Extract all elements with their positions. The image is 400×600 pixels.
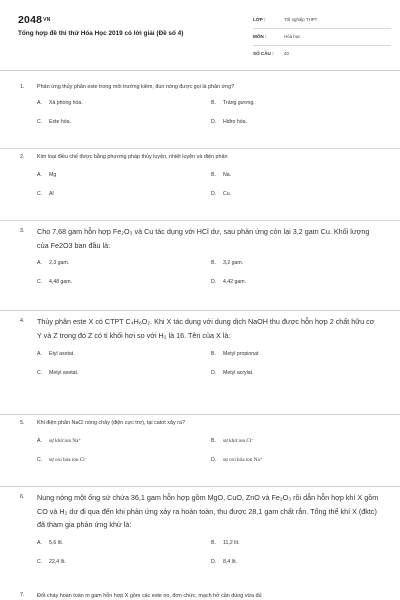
document-title: Tổng hợp đề thi thử Hóa Học 2019 có lời giải (Đề số 4) bbox=[18, 30, 184, 37]
option-text: Metyl axetat. bbox=[49, 370, 79, 376]
question-number: 2. bbox=[20, 154, 25, 160]
answer-option[interactable] bbox=[211, 540, 240, 546]
answer-options bbox=[0, 100, 400, 142]
answer-option[interactable] bbox=[37, 100, 83, 106]
question bbox=[0, 149, 400, 221]
meta-row-class bbox=[253, 14, 391, 29]
option-text: sự khử ion Cl⁻ bbox=[223, 438, 254, 444]
meta-row-subject bbox=[253, 31, 391, 46]
option-text: Etyl axetat. bbox=[49, 351, 75, 357]
question bbox=[0, 76, 400, 149]
answer-option[interactable] bbox=[37, 172, 56, 178]
exam-header bbox=[0, 0, 400, 64]
answer-option[interactable] bbox=[211, 119, 247, 125]
meta-label: LỚP : bbox=[253, 17, 266, 22]
answer-option[interactable] bbox=[211, 260, 243, 266]
answer-option[interactable] bbox=[211, 279, 246, 285]
option-text: 22,4 lít. bbox=[49, 558, 67, 565]
option-text: 8,4 lít. bbox=[223, 558, 238, 565]
answer-option[interactable] bbox=[211, 191, 231, 197]
option-letter: D. bbox=[211, 119, 217, 125]
question-number: 3. bbox=[20, 228, 25, 234]
answer-option[interactable] bbox=[37, 370, 78, 376]
option-text: Hiđro hóa. bbox=[223, 119, 247, 125]
meta-value: Hóa học bbox=[284, 34, 301, 39]
option-text: Este hóa. bbox=[49, 119, 71, 125]
option-text: Mg bbox=[49, 172, 57, 178]
option-letter: D. bbox=[211, 457, 217, 463]
answer-option[interactable] bbox=[211, 100, 255, 106]
option-letter: B. bbox=[211, 260, 216, 266]
answer-option[interactable] bbox=[211, 370, 254, 376]
option-letter: D. bbox=[211, 370, 217, 376]
answer-options bbox=[0, 260, 400, 302]
question-text: Phản ứng thủy phân este trong môi trường kiềm, đun nóng được gọi là phản ứng? bbox=[37, 84, 235, 90]
question bbox=[0, 415, 400, 487]
question-text: Khi điện phân NaCl nóng chảy (điện cực trơ), tại catot xảy ra? bbox=[37, 420, 185, 426]
option-text: 3,2 gam. bbox=[223, 260, 244, 266]
option-text: sự oxi hóa ion Na⁺ bbox=[223, 457, 263, 463]
option-text: sự oxi hóa ion Cl⁻ bbox=[49, 457, 88, 463]
option-letter: C. bbox=[37, 370, 43, 376]
question-text: Cho 7,68 gam hỗn hợp Fe₂O₃ và Cu tác dụng với HCl dư, sau phản ứng còn lại 3,2 gam Cu. Khối lượng của Fe2O3 ban đầu là: bbox=[37, 227, 370, 250]
meta-value: Tốt nghiệp THPT bbox=[284, 17, 318, 22]
question-text: Nung nóng một ống sứ chứa 36,1 gam hỗn hợp gồm MgO, CuO, ZnO và Fe₂O₃ rồi dẫn hỗn hợp khí X gồm CO và H₂ dư đi qua đến khi phản ứng xảy ra hoàn toàn, thu được 28,1 gam chất rắn. Tổng thể khí X (đktc) đã tham gia phản ứng khử là: bbox=[37, 493, 379, 529]
option-text: 2,3 gam. bbox=[49, 260, 70, 266]
option-text: Na. bbox=[223, 172, 232, 178]
answer-option[interactable] bbox=[37, 260, 69, 266]
meta-label: SỐ CÂU : bbox=[253, 51, 274, 56]
question-number: 5. bbox=[20, 420, 25, 426]
answer-option[interactable] bbox=[37, 119, 71, 125]
option-letter: A. bbox=[37, 172, 42, 178]
question bbox=[0, 311, 400, 415]
question-partial bbox=[0, 591, 400, 600]
header-divider bbox=[0, 70, 400, 71]
option-letter: B. bbox=[211, 438, 216, 444]
option-letter: C. bbox=[37, 191, 43, 197]
option-letter: C. bbox=[37, 119, 43, 125]
question-number: 6. bbox=[20, 494, 25, 500]
question-stem bbox=[0, 591, 400, 600]
answer-option[interactable] bbox=[211, 351, 258, 357]
option-letter: A. bbox=[37, 539, 42, 546]
option-letter: A. bbox=[37, 351, 42, 357]
question-list bbox=[0, 76, 400, 587]
option-letter: C. bbox=[37, 558, 43, 565]
question bbox=[0, 487, 400, 587]
answer-options bbox=[0, 351, 400, 393]
question-stem bbox=[0, 153, 400, 162]
option-text: Al bbox=[49, 191, 54, 197]
option-text: Xà phòng hóa. bbox=[49, 100, 83, 106]
option-letter: D. bbox=[211, 558, 217, 565]
answer-option[interactable] bbox=[211, 457, 263, 463]
logo-suffix: VN bbox=[43, 17, 51, 24]
option-text: sự khử ion Na⁺ bbox=[49, 438, 82, 444]
meta-label: MÔN : bbox=[253, 34, 267, 39]
question-number: 1. bbox=[20, 84, 25, 90]
answer-option[interactable] bbox=[37, 279, 72, 285]
option-text: Metyl propionat bbox=[223, 351, 259, 357]
option-letter: A. bbox=[37, 260, 42, 266]
site-logo[interactable]: 2048VN bbox=[18, 14, 51, 26]
answer-option[interactable] bbox=[211, 559, 237, 565]
answer-options bbox=[0, 172, 400, 214]
question-stem bbox=[0, 83, 400, 92]
answer-option[interactable] bbox=[37, 540, 63, 546]
question-stem bbox=[0, 419, 400, 428]
answer-option[interactable] bbox=[37, 191, 54, 197]
option-letter: A. bbox=[37, 100, 42, 106]
answer-option[interactable] bbox=[211, 172, 231, 178]
question-stem bbox=[0, 225, 400, 252]
option-letter: B. bbox=[211, 539, 216, 546]
meta-value: 40 bbox=[284, 51, 289, 56]
option-letter: D. bbox=[211, 191, 217, 197]
question-text: Kim loại điều chế được bằng phương pháp thủy luyện, nhiệt luyện và điện phân bbox=[37, 154, 228, 160]
option-text: 4,42 gam. bbox=[223, 279, 247, 285]
option-text: 5,6 lít. bbox=[49, 539, 64, 546]
answer-option[interactable] bbox=[37, 457, 87, 463]
answer-option[interactable] bbox=[37, 559, 66, 565]
question-stem bbox=[0, 491, 400, 532]
answer-options bbox=[0, 438, 400, 480]
meta-row-count bbox=[253, 48, 391, 62]
option-letter: A. bbox=[37, 438, 42, 444]
option-text: 4,48 gam. bbox=[49, 279, 73, 285]
answer-option[interactable] bbox=[37, 438, 81, 444]
answer-option[interactable] bbox=[37, 351, 75, 357]
question-text: Đốt cháy hoàn toàn m gam hỗn hợp X gồm các este no, đơn chức, mạch hở cần dùng vừa đủ bbox=[37, 593, 262, 599]
option-text: Metyl acrylat. bbox=[223, 370, 254, 376]
question bbox=[0, 221, 400, 311]
option-text: Tráng gương. bbox=[223, 100, 255, 106]
option-text: 11,2 lít. bbox=[223, 539, 240, 546]
question-number: 7. bbox=[20, 592, 25, 598]
answer-options bbox=[0, 540, 400, 582]
exam-meta bbox=[253, 14, 391, 64]
question-stem bbox=[0, 315, 400, 342]
option-letter: B. bbox=[211, 100, 216, 106]
question-text: Thủy phân este X có CTPT C₄H₆O₂. Khi X tác dụng với dung dịch NaOH thu được hỗn hợp 2 chất hữu cơ Y và Z trong đó Z có tỉ khối hơi so với H₂ là 16. Tên của X là: bbox=[37, 317, 375, 340]
option-letter: C. bbox=[37, 457, 43, 463]
question-number: 4. bbox=[20, 318, 25, 324]
option-letter: C. bbox=[37, 279, 43, 285]
option-letter: D. bbox=[211, 279, 217, 285]
option-letter: B. bbox=[211, 172, 216, 178]
option-text: Cu. bbox=[223, 191, 232, 197]
answer-option[interactable] bbox=[211, 438, 254, 444]
option-letter: B. bbox=[211, 351, 216, 357]
